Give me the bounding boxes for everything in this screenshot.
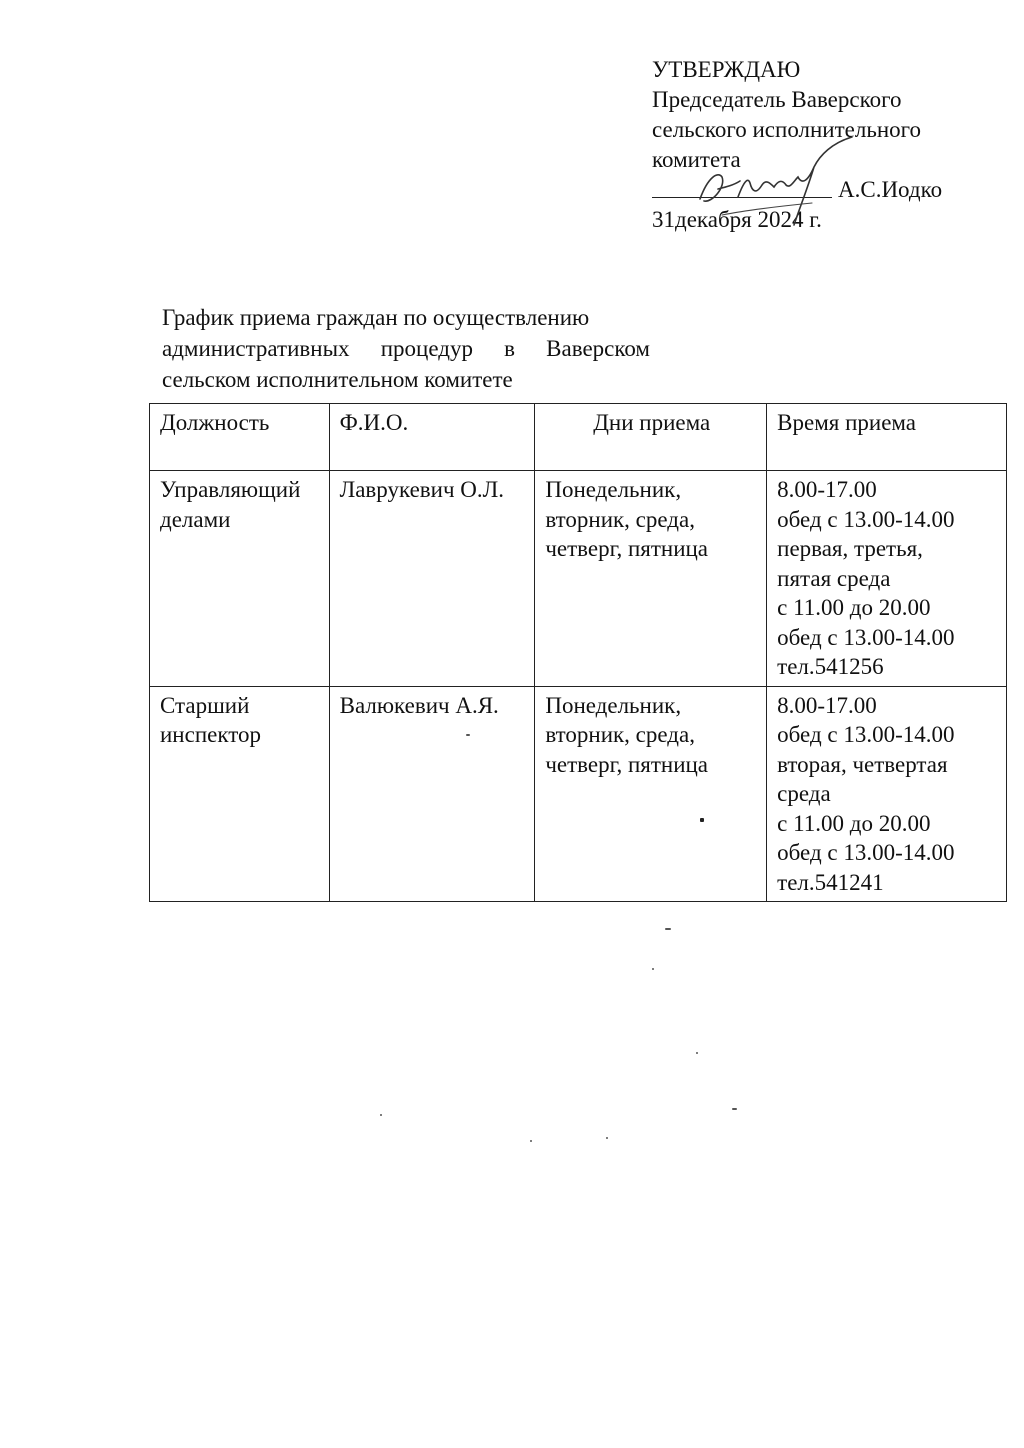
document-title xyxy=(162,302,650,395)
cell-line: 8.00-17.00 xyxy=(777,477,877,502)
header-time: Время приема xyxy=(767,404,1007,471)
speck xyxy=(700,818,704,822)
cell-time xyxy=(767,686,1007,902)
cell-line: среда xyxy=(777,781,831,806)
cell-line: Управляющий xyxy=(160,477,301,502)
header-days: Дни приема xyxy=(535,404,767,471)
table-header-row xyxy=(150,404,1007,471)
cell-line: четверг, пятница xyxy=(545,536,709,561)
title-line: График приема граждан по осуществлению xyxy=(162,305,590,330)
speck xyxy=(732,1108,737,1110)
handwritten-signature xyxy=(682,137,862,227)
speck xyxy=(380,1114,382,1116)
table-row xyxy=(150,686,1007,902)
signature-line xyxy=(652,175,982,205)
speck xyxy=(665,928,671,930)
approval-position-line: Председатель Ваверского xyxy=(652,87,902,112)
cell-line: с 11.00 до 20.00 xyxy=(777,810,931,836)
cell-line: тел.541256 xyxy=(777,654,884,679)
title-line: административных процедур в Ваверском xyxy=(162,336,650,361)
header-name: Ф.И.О. xyxy=(329,404,535,471)
speck xyxy=(606,1137,608,1139)
cell-days xyxy=(535,686,767,902)
cell-line: Лаврукевич О.Л. xyxy=(339,477,504,502)
cell-line: обед с 13.00-14.00 xyxy=(777,840,955,865)
cell-line: обед с 13.00-14.00 xyxy=(777,722,955,747)
cell-line: обед с 13.00-14.00 xyxy=(777,506,955,532)
cell-position xyxy=(150,471,330,687)
cell-line: Понедельник, xyxy=(545,477,682,502)
cell-days xyxy=(535,471,767,687)
cell-line: пятая среда xyxy=(777,565,891,591)
approval-block xyxy=(652,55,982,235)
cell-name xyxy=(329,686,535,902)
cell-line: с 11.00 до 20.00 xyxy=(777,595,931,620)
approval-position-line: сельского исполнительного xyxy=(652,117,922,142)
cell-line: Старший xyxy=(160,692,250,718)
cell-line: вторая, четвертая xyxy=(777,751,948,777)
cell-line: тел.541241 xyxy=(777,869,884,895)
header-position: Должность xyxy=(150,404,330,471)
cell-line: четверг, пятница xyxy=(545,751,709,777)
schedule-table xyxy=(149,403,1007,902)
cell-line: Понедельник, xyxy=(545,692,682,718)
cell-position xyxy=(150,686,330,902)
approval-heading: УТВЕРЖДАЮ xyxy=(652,57,801,82)
cell-name xyxy=(329,471,535,687)
cell-line: вторник, среда, xyxy=(545,722,695,747)
cell-line: делами xyxy=(160,506,231,532)
cell-line: обед с 13.00-14.00 xyxy=(777,624,955,650)
speck xyxy=(696,1052,698,1054)
cell-time xyxy=(767,471,1007,687)
cell-line: вторник, среда, xyxy=(545,506,695,532)
title-line: сельском исполнительном комитете xyxy=(162,367,513,392)
cell-line: 8.00-17.00 xyxy=(777,692,877,718)
approval-position-line: комитета xyxy=(652,147,741,172)
cell-line: инспектор xyxy=(160,722,261,747)
cell-line: первая, третья, xyxy=(777,536,923,561)
signer-name: А.С.Иодко xyxy=(838,177,943,202)
cell-line: Валюкевич А.Я. xyxy=(339,692,499,718)
table-row xyxy=(150,471,1007,687)
speck xyxy=(466,734,470,736)
speck xyxy=(530,1140,532,1142)
speck xyxy=(652,968,654,970)
approval-date: 31декабря 2024 г. xyxy=(652,207,822,232)
